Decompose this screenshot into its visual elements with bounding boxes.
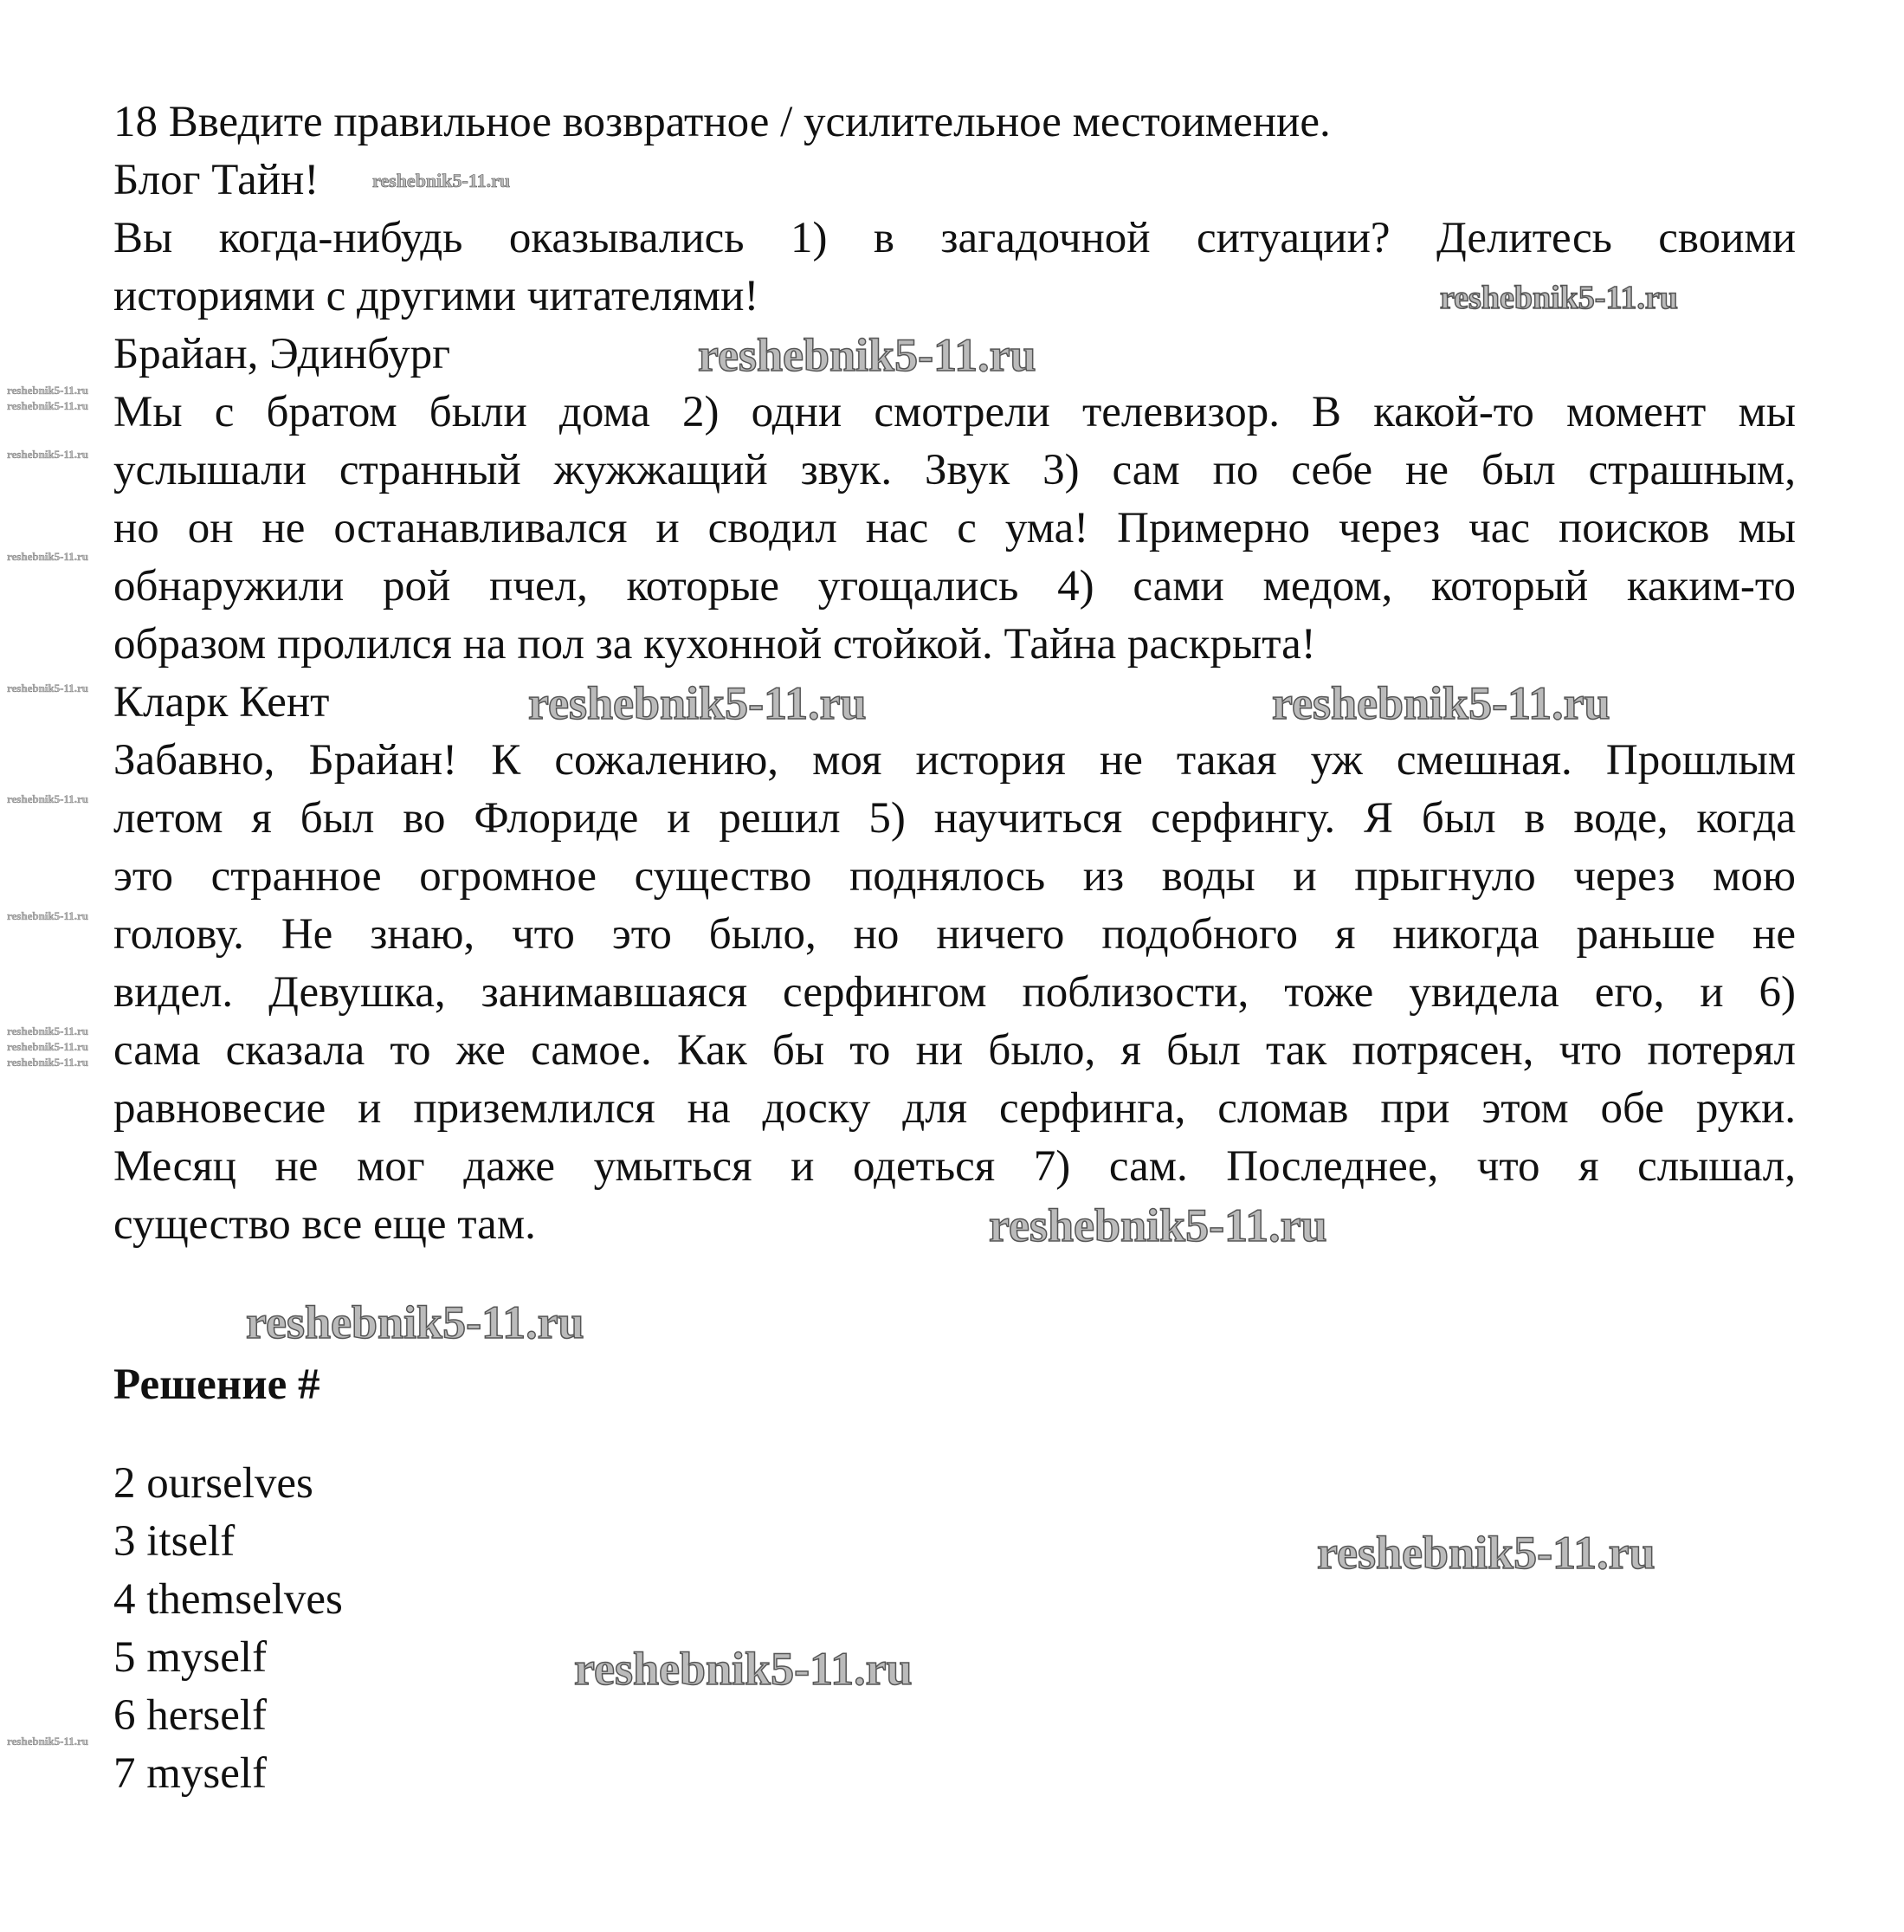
post-line: услышали странный жужжащий звук. Звук 3) сам по себе не был страшным, bbox=[113, 446, 1796, 494]
watermark: reshebnik5-11.ru bbox=[698, 329, 1036, 381]
post-line: образом пролился на пол за кухонной стойкой. Тайна раскрыта! bbox=[113, 620, 1316, 669]
post-line: обнаружили рой пчел, которые угощались 4) сами медом, который каким-то bbox=[113, 562, 1796, 611]
post-line: голову. Не знаю, что это было, но ничего подобного я никогда раньше не bbox=[113, 910, 1796, 959]
watermark: reshebnik5-11.ru bbox=[7, 682, 89, 695]
answer-list bbox=[113, 1455, 343, 1803]
watermark: reshebnik5-11.ru bbox=[528, 677, 867, 729]
answer-item: 4 themselves bbox=[113, 1575, 343, 1624]
post-line: видел. Девушка, занимавшаяся серфингом поблизости, тоже увидела его, и 6) bbox=[113, 968, 1796, 1017]
watermark: reshebnik5-11.ru bbox=[7, 909, 89, 922]
post-line: сама сказала то же самое. Как бы то ни было, я был так потрясен, что потерял bbox=[113, 1026, 1796, 1075]
watermark: reshebnik5-11.ru bbox=[7, 550, 89, 563]
post-line: Месяц не мог даже умыться и одеться 7) сам. Последнее, что я слышал, bbox=[113, 1142, 1796, 1191]
answer-item: 6 herself bbox=[113, 1691, 268, 1740]
answer-item: 5 myself bbox=[113, 1633, 268, 1682]
watermark: reshebnik5-11.ru bbox=[1440, 280, 1678, 316]
task-text bbox=[113, 94, 1796, 1254]
post-author: Брайан, Эдинбург bbox=[113, 330, 450, 378]
intro-line: историями с другими читателями! bbox=[113, 272, 759, 320]
watermark: reshebnik5-11.ru bbox=[7, 1024, 89, 1037]
watermark: reshebnik5-11.ru bbox=[574, 1643, 913, 1695]
solution-heading: Решение # bbox=[113, 1360, 320, 1409]
post-line: равновесие и приземлился на доску для серфинга, сломав при этом обе руки. bbox=[113, 1084, 1796, 1133]
intro-line: Вы когда-нибудь оказывались 1) в загадочной ситуации? Делитесь своими bbox=[113, 214, 1796, 262]
post-line: летом я был во Флориде и решил 5) научиться серфингу. Я был в воде, когда bbox=[113, 794, 1796, 843]
watermark: reshebnik5-11.ru bbox=[989, 1199, 1327, 1251]
answer-item: 2 ourselves bbox=[113, 1459, 313, 1508]
watermark: reshebnik5-11.ru bbox=[246, 1296, 584, 1348]
post-line: но он не останавливался и сводил нас с ума! Примерно через час поисков мы bbox=[113, 504, 1796, 552]
watermark: reshebnik5-11.ru bbox=[7, 1735, 89, 1748]
watermark: reshebnik5-11.ru bbox=[7, 399, 89, 412]
watermark: reshebnik5-11.ru bbox=[7, 792, 89, 805]
watermark: reshebnik5-11.ru bbox=[7, 384, 89, 397]
post-line: Мы с братом были дома 2) одни смотрели телевизор. В какой-то момент мы bbox=[113, 388, 1796, 436]
watermark: reshebnik5-11.ru bbox=[1272, 677, 1610, 729]
blog-title: Блог Тайн! bbox=[113, 156, 319, 204]
watermark: reshebnik5-11.ru bbox=[7, 1040, 89, 1053]
answer-item: 3 itself bbox=[113, 1517, 236, 1566]
post-line: Забавно, Брайан! К сожалению, моя история не такая уж смешная. Прошлым bbox=[113, 736, 1796, 785]
post-line: существо все еще там. bbox=[113, 1200, 536, 1249]
task-title: 18 Введите правильное возвратное / усилительное местоимение. bbox=[113, 98, 1331, 146]
answer-item: 7 myself bbox=[113, 1749, 268, 1798]
watermark: reshebnik5-11.ru bbox=[7, 448, 89, 461]
watermark: reshebnik5-11.ru bbox=[1317, 1527, 1656, 1579]
watermark: reshebnik5-11.ru bbox=[7, 1056, 89, 1069]
watermark: reshebnik5-11.ru bbox=[372, 170, 511, 191]
post-line: это странное огромное существо поднялось из воды и прыгнуло через мою bbox=[113, 852, 1796, 901]
post-author: Кларк Кент bbox=[113, 678, 330, 727]
